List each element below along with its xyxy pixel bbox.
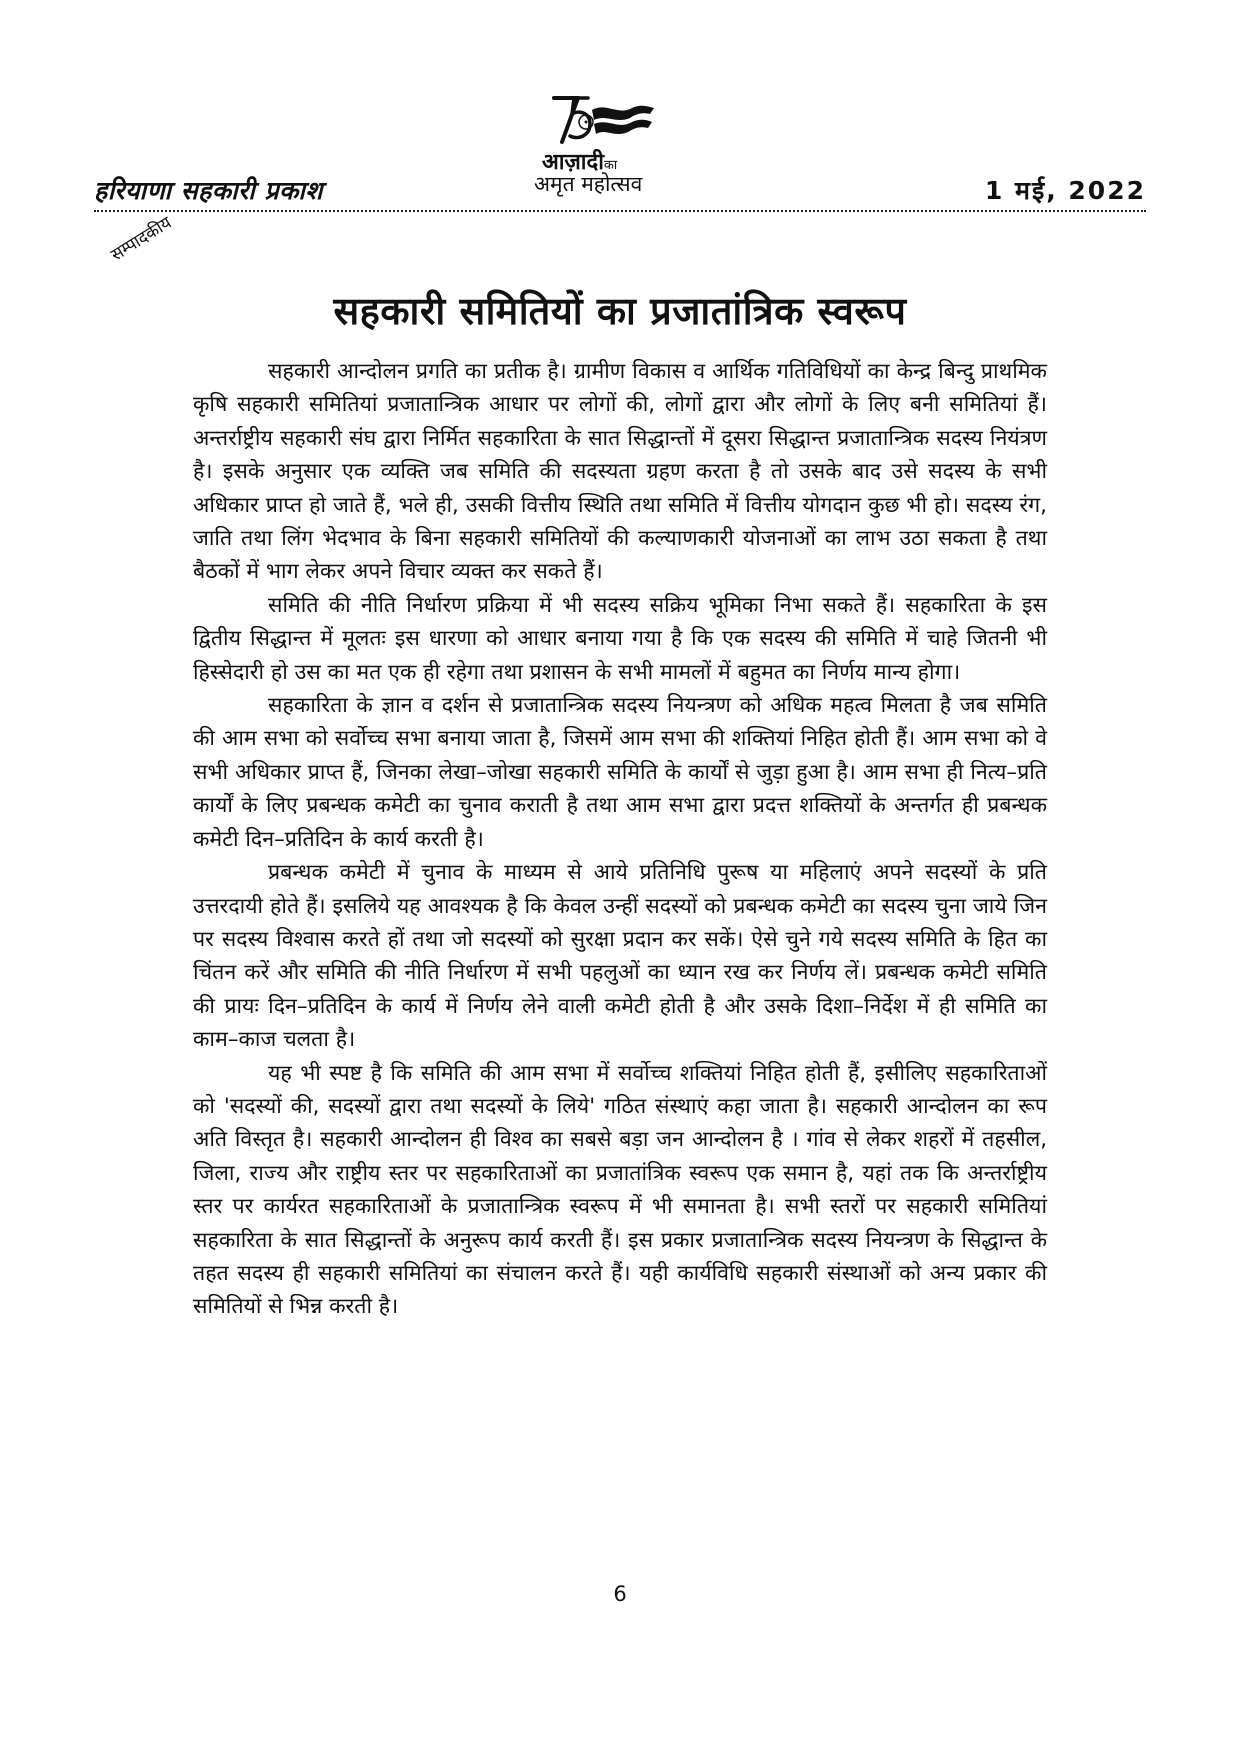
article-paragraph: यह भी स्पष्ट है कि समिति की आम सभा में सर्वोच्च शक्तियां निहित होती हैं, इसीलिए सहकारिताओं को 'सदस्यों की, सदस्यों द्वारा तथा सदस्यों के लिये' गठित संस्थाएं कहा जाता है। सहकारी आन्दोलन का रूप अति विस्तृत है। सहकारी आन्दोलन ही विश्व का सबसे बड़ा जन आन्दोलन है । गांव से लेकर शहरों में तहसील, जिला, राज्य और राष्ट्रीय स्तर पर सहकारिताओं का प्रजातांत्रिक स्वरूप एक समान है, यहां तक कि अन्तर्राष्ट्रीय स्तर पर कार्यरत सहकारिताओं के प्रजातान्त्रिक स्वरूप में भी समानता है। सभी स्तरों पर सहकारी समितियां सहकारिता के सात सिद्धान्तों के अनुरूप कार्य करती हैं। इस प्रकार प्रजातान्त्रिक सदस्य नियन्त्रण के सिद्धान्त के तहत सदस्य ही सहकारी समितियां का संचालन करते हैं। यही कार्यविधि सहकारी संस्थाओं को अन्य प्रकार की समितियों से भिन्न करती है। xyxy=(193,1060,1047,1320)
publication-name: हरियाणा सहकारी प्रकाश xyxy=(94,176,323,205)
logo-75-flag-icon xyxy=(548,92,658,148)
article-paragraph: सहकारी आन्दोलन प्रगति का प्रतीक है। ग्रामीण विकास व आर्थिक गतिविधियों का केन्द्र बिन्दु प्राथमिक कृषि सहकारी समितियां प्रजातान्त्रिक आधार पर लोगों की, लोगों द्वारा और लोगों के लिए बनी समितियां हैं। अन्तर्राष्ट्रीय सहकारी संघ द्वारा निर्मित सहकारिता के सात सिद्धान्तों में दूसरा सिद्धान्त प्रजातान्त्रिक सदस्य नियंत्रण है। इसके अनुसार एक व्यक्ति जब समिति की सदस्यता ग्रहण करता है तो उसके बाद उसे सदस्य के सभी अधिकार प्राप्त हो जाते हैं, भले ही, उसकी वित्तीय स्थिति तथा समिति में वित्तीय योगदान कुछ भी हो। सदस्य रंग, जाति तथा लिंग भेदभाव के बिना सहकारी समितियों की कल्याणकारी योजनाओं का लाभ उठा सकता है तथा बैठकों में भाग लेकर अपने विचार व्यक्त कर सकते हैं। xyxy=(193,359,1047,585)
issue-date: 1 मई, 2022 xyxy=(984,176,1146,205)
page-number: 6 xyxy=(613,1582,627,1606)
header-divider xyxy=(94,210,1146,212)
editorial-label: सम्पादकीय xyxy=(107,212,176,266)
logo-text-amrit-mahotsav: अमृत महोत्सव xyxy=(534,172,643,196)
article-paragraph: सहकारिता के ज्ञान व दर्शन से प्रजातान्त्रिक सदस्य नियन्त्रण को अधिक महत्व मिलता है जब समिति की आम सभा को सर्वोच्च सभा बनाया जाता है, जिसमें आम सभा की शक्तियां निहित होती हैं। आम सभा को वे सभी अधिकार प्राप्त हैं, जिनका लेखा–जोखा सहकारी समिति के कार्यों से जुड़ा हुआ है। आम सभा ही नित्य–प्रति कार्यों के लिए प्रबन्धक कमेटी का चुनाव कराती है तथा आम सभा द्वारा प्रदत्त शक्तियों के अन्तर्गत ही प्रबन्धक कमेटी दिन–प्रतिदिन के कार्य करती है। xyxy=(193,693,1047,852)
article-paragraph: प्रबन्धक कमेटी में चुनाव के माध्यम से आये प्रतिनिधि पुरूष या महिलाएं अपने सदस्यों के प्रति उत्तरदायी होते हैं। इसलिये यह आवश्यक है कि केवल उन्हीं सदस्यों को प्रबन्धक कमेटी का सदस्य चुना जाये जिन पर सदस्य विश्वास करते हों तथा जो सदस्यों को सुरक्षा प्रदान कर सकें। ऐसे चुने गये सदस्य समिति के हित का चिंतन करें और समिति की नीति निर्धारण में सभी पहलुओं का ध्यान रख कर निर्णय लें। प्रबन्धक कमेटी समिति की प्रायः दिन–प्रतिदिन के कार्य में निर्णय लेने वाली कमेटी होती है और उसके दिशा–निर्देश में ही समिति का काम–काज चलता है। xyxy=(193,860,1047,1053)
azadi-amrit-mahotsav-logo xyxy=(520,92,720,202)
article-title: सहकारी समितियों का प्रजातांत्रिक स्वरूप xyxy=(333,289,907,333)
logo-text-azadi: आज़ादी xyxy=(542,150,604,175)
article-paragraph: समिति की नीति निर्धारण प्रक्रिया में भी सदस्य सक्रिय भूमिका निभा सकते हैं। सहकारिता के इस द्वितीय सिद्धान्त में मूलतः इस धारणा को आधार बनाया गया है कि एक सदस्य की समिति में चाहे जितनी भी हिस्सेदारी हो उस का मत एक ही रहेगा तथा प्रशासन के सभी मामलों में बहुमत का निर्णय मान्य होगा। xyxy=(193,592,1047,685)
article-body xyxy=(193,355,1047,1324)
logo-text-ka: का xyxy=(603,158,618,173)
